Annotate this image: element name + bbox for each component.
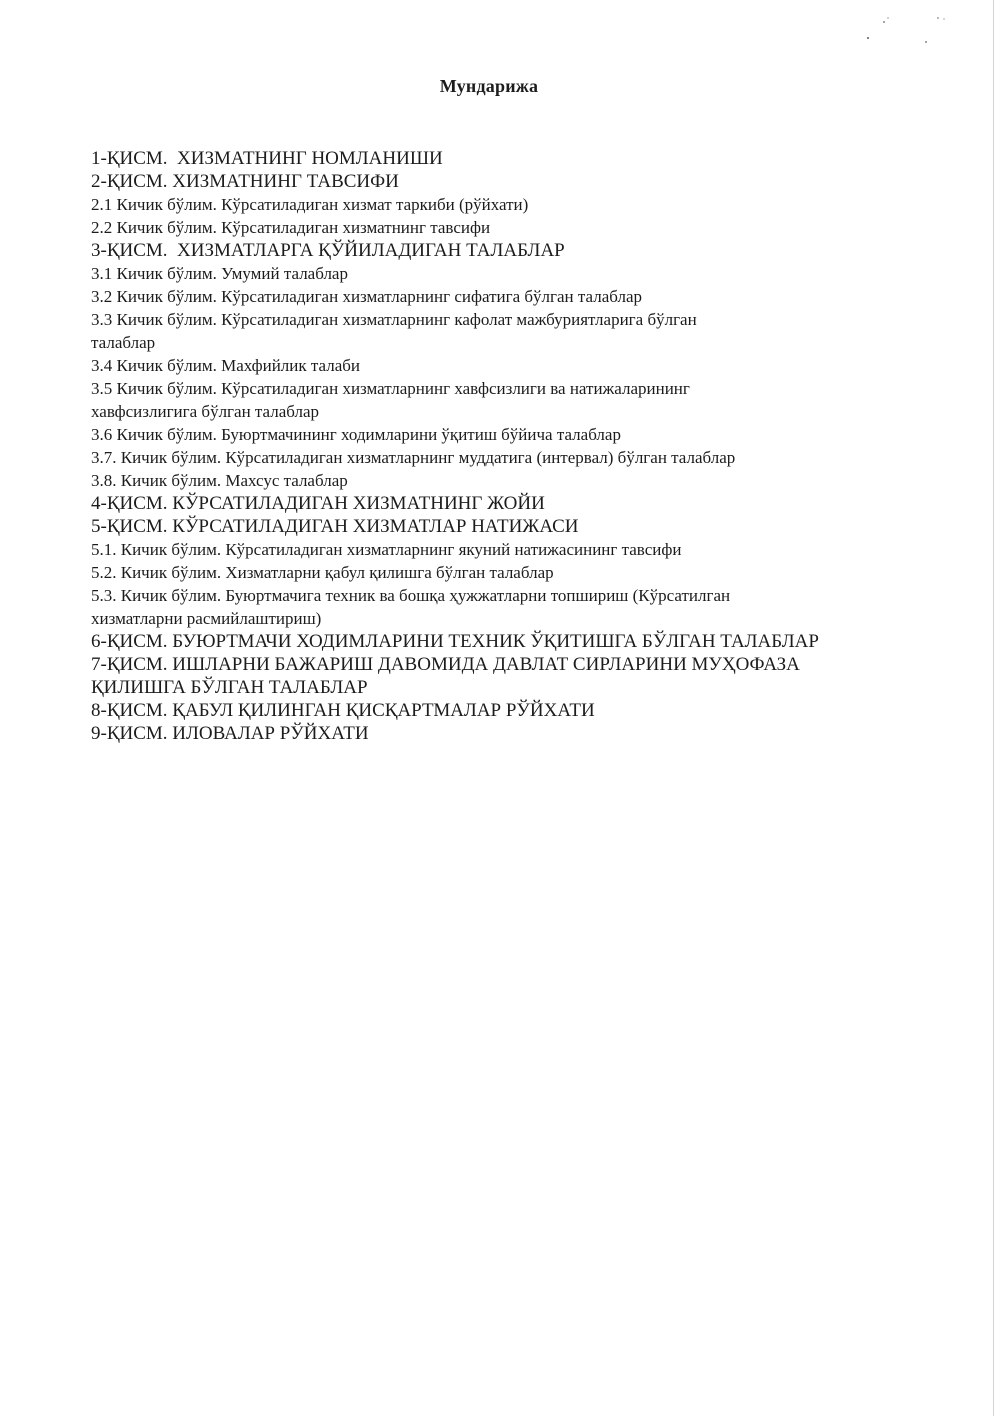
table-of-contents <box>91 147 891 745</box>
toc-part-entry: 5-ҚИСМ. КЎРСАТИЛАДИГАН ХИЗМАТЛАР НАТИЖАСИ <box>91 516 579 537</box>
page-edge-line <box>993 0 994 1416</box>
toc-subsection-entry: 3.2 Кичик бўлим. Кўрсатиладиган хизматларнинг сифатига бўлган талаблар <box>91 287 642 306</box>
toc-part-entry: 1-ҚИСМ. ХИЗМАТНИНГ НОМЛАНИШИ <box>91 148 443 169</box>
toc-subsection-entry: 5.1. Кичик бўлим. Кўрсатиладиган хизматларнинг якуний натижасининг тавсифи <box>91 540 682 559</box>
toc-subsection-entry: 3.8. Кичик бўлим. Махсус талаблар <box>91 471 348 490</box>
toc-part-entry: 6-ҚИСМ. БУЮРТМАЧИ ХОДИМЛАРИНИ ТЕХНИК ЎҚИТИШГА БЎЛГАН ТАЛАБЛАР <box>91 631 819 652</box>
toc-subsection-entry: 3.1 Кичик бўлим. Умумий талаблар <box>91 264 348 283</box>
toc-subsection-entry: 3.6 Кичик бўлим. Буюртмачининг ходимларини ўқитиш бўйича талаблар <box>91 425 621 444</box>
toc-subsection-entry: 5.2. Кичик бўлим. Хизматларни қабул қилишга бўлган талаблар <box>91 563 554 582</box>
toc-part-entry: 4-ҚИСМ. КЎРСАТИЛАДИГАН ХИЗМАТНИНГ ЖОЙИ <box>91 493 545 514</box>
toc-subsection-entry: 3.5 Кичик бўлим. Кўрсатиладиган хизматларнинг хавфсизлиги ва натижаларининг хавфсизлигига бўлган талаблар <box>91 379 690 421</box>
toc-subsection-entry: 5.3. Кичик бўлим. Буюртмачига техник ва бошқа ҳужжатларни топшириш (Кўрсатилган хизматларни расмийлаштириш) <box>91 586 731 628</box>
document-title: Мундарижа <box>439 76 539 96</box>
toc-subsection-entry: 2.1 Кичик бўлим. Кўрсатиладиган хизмат таркиби (рўйхати) <box>91 195 529 214</box>
toc-part-entry: 3-ҚИСМ. ХИЗМАТЛАРГА ҚЎЙИЛАДИГАН ТАЛАБЛАР <box>91 240 565 261</box>
toc-part-entry: 8-ҚИСМ. ҚАБУЛ ҚИЛИНГАН ҚИСҚАРТМАЛАР РЎЙХАТИ <box>91 700 595 721</box>
toc-subsection-entry: 3.7. Кичик бўлим. Кўрсатиладиган хизматларнинг муддатига (интервал) бўлган талаблар <box>91 448 736 467</box>
toc-subsection-entry: 2.2 Кичик бўлим. Кўрсатиладиган хизматнинг тавсифи <box>91 218 491 237</box>
toc-subsection-entry: 3.4 Кичик бўлим. Махфийлик талаби <box>91 356 361 375</box>
toc-part-entry: 7-ҚИСМ. ИШЛАРНИ БАЖАРИШ ДАВОМИДА ДАВЛАТ СИРЛАРИНИ МУҲОФАЗА ҚИЛИШГА БЎЛГАН ТАЛАБЛАР <box>91 654 800 698</box>
scan-specks <box>860 10 960 50</box>
toc-part-entry: 2-ҚИСМ. ХИЗМАТНИНГ ТАВСИФИ <box>91 171 399 192</box>
toc-subsection-entry: 3.3 Кичик бўлим. Кўрсатиладиган хизматларнинг кафолат мажбуриятларига бўлган талаблар <box>91 310 697 352</box>
toc-part-entry: 9-ҚИСМ. ИЛОВАЛАР РЎЙХАТИ <box>91 723 369 744</box>
